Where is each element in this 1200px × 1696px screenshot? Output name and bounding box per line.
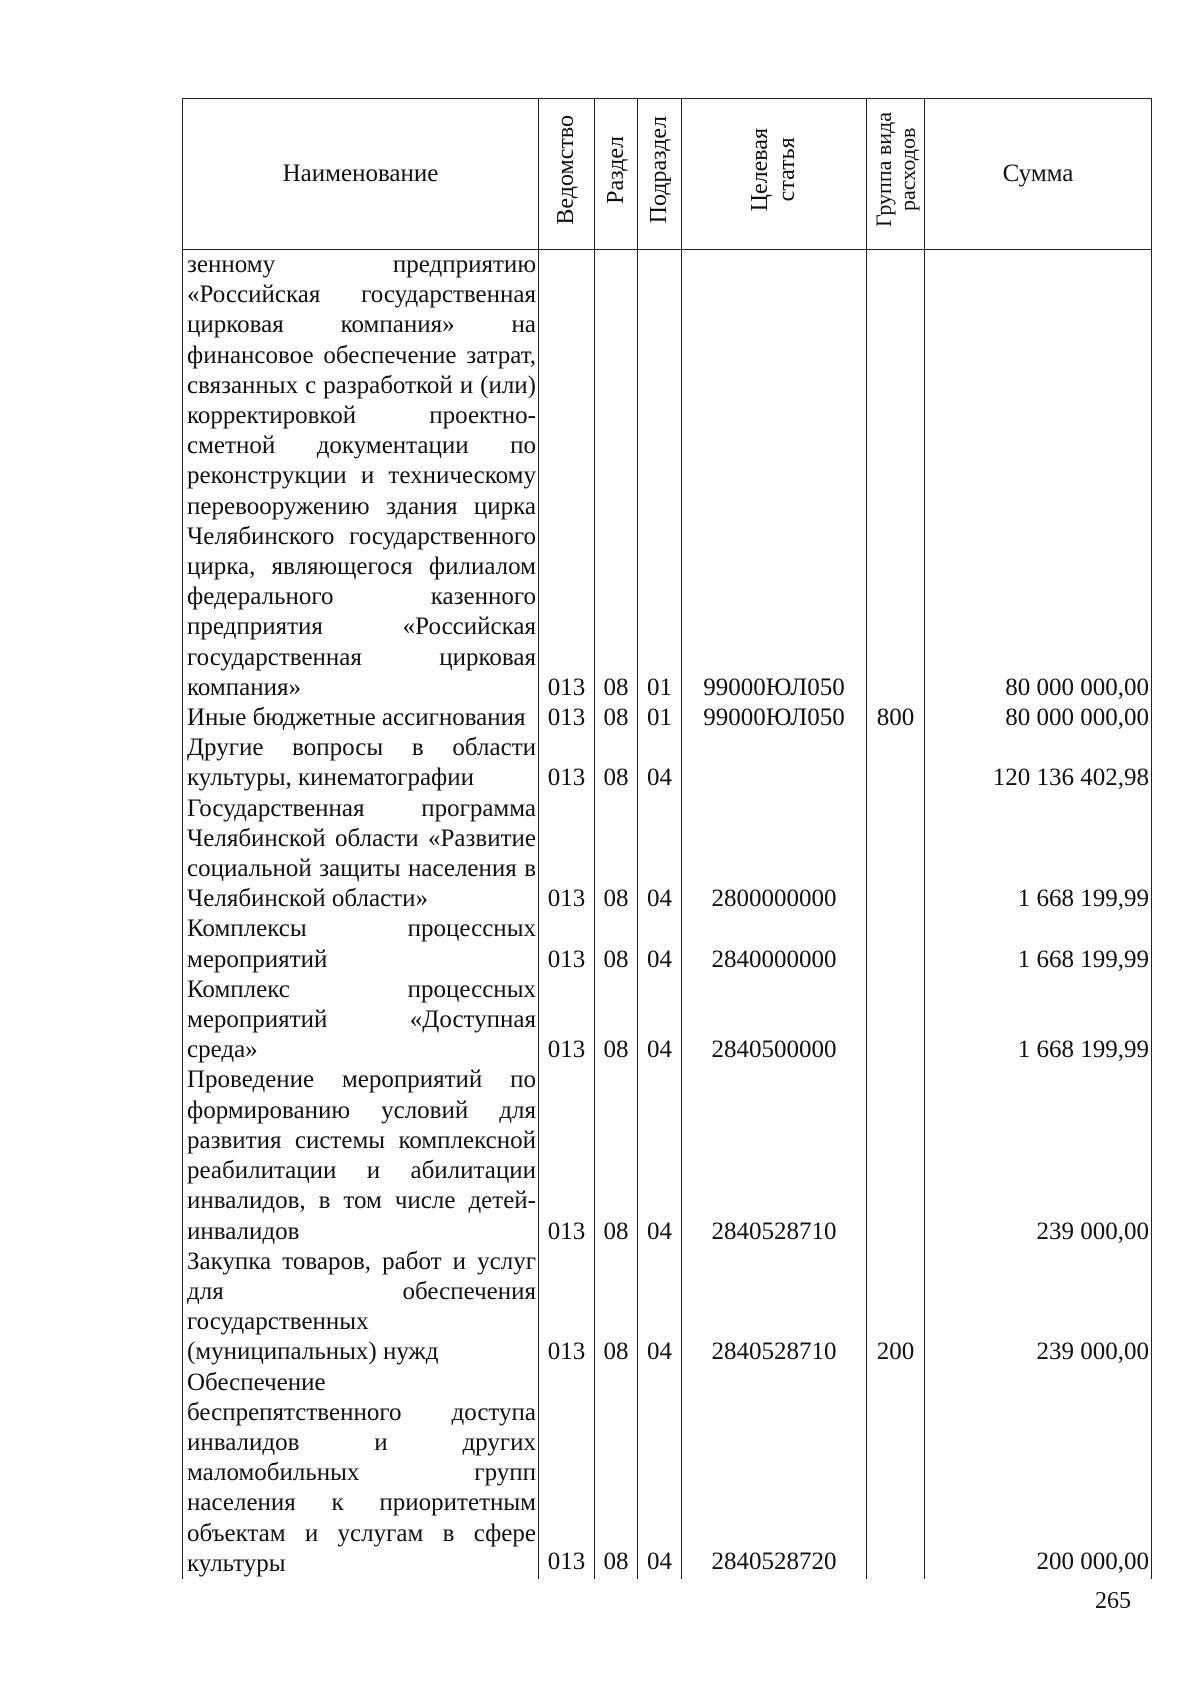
table-row (183, 250, 1152, 704)
row-group (867, 1368, 925, 1579)
row-sum: 1 668 199,99 (925, 794, 1152, 915)
header-subsection-label: Подраздел (646, 116, 672, 224)
row-dept: 013 (539, 250, 595, 704)
page-number: 265 (1095, 1588, 1131, 1614)
row-subsection: 04 (638, 1065, 682, 1246)
table-row (183, 794, 1152, 915)
header-expense-group-line2: расходов (894, 128, 920, 212)
row-group (867, 975, 925, 1066)
row-name: зенному предприятию «Российская государственная цирковая компания» на финансовое обеспечение затрат, связанных с разработкой и (или) корректировкой проектно-сметной документации по реконструкции и техническому перевооружению здания цирка Челябинского государственного цирка, являющегося филиалом федерального казенного предприятия «Российская государственная цирковая компания» (183, 250, 539, 704)
header-target-article-line2: статья (774, 137, 800, 202)
row-sum: 200 000,00 (925, 1368, 1152, 1579)
row-subsection: 04 (638, 914, 682, 974)
row-sum: 80 000 000,00 (925, 703, 1152, 733)
row-article (682, 733, 867, 793)
row-article: 2840500000 (682, 975, 867, 1066)
table-row (183, 1247, 1152, 1368)
row-dept: 013 (539, 703, 595, 733)
row-group (867, 794, 925, 915)
row-name: Обеспечение беспрепятственного доступа инвалидов и других маломобильных групп населения к приоритетным объектам и услугам в сфере культуры (183, 1368, 539, 1579)
row-section: 08 (595, 703, 638, 733)
row-section: 08 (595, 1368, 638, 1579)
row-dept: 013 (539, 733, 595, 793)
row-group: 800 (867, 703, 925, 733)
row-sum: 1 668 199,99 (925, 914, 1152, 974)
row-dept: 013 (539, 1368, 595, 1579)
table-row (183, 914, 1152, 974)
table-row (183, 1368, 1152, 1579)
table-row (183, 733, 1152, 793)
row-name: Проведение мероприятий по формированию условий для развития системы комплексной реабилитации и абилитации инвалидов, в том числе детей-инвалидов (183, 1065, 539, 1246)
row-subsection: 04 (638, 733, 682, 793)
header-department-label: Ведомство (553, 115, 579, 225)
row-name: Иные бюджетные ассигнования (183, 703, 539, 733)
row-article: 99000ЮЛ050 (682, 250, 867, 704)
row-article: 2800000000 (682, 794, 867, 915)
row-name: Государственная программа Челябинской области «Развитие социальной защиты населения в Челябинской области» (183, 794, 539, 915)
row-group (867, 1065, 925, 1246)
header-target-article-line1: Целевая (747, 128, 773, 212)
row-subsection: 04 (638, 794, 682, 915)
row-dept: 013 (539, 975, 595, 1066)
row-subsection: 04 (638, 1247, 682, 1368)
row-dept: 013 (539, 914, 595, 974)
row-name: Закупка товаров, работ и услуг для обеспечения государственных (муниципальных) нужд (183, 1247, 539, 1368)
header-section (595, 99, 638, 250)
row-article: 2840000000 (682, 914, 867, 974)
header-name-label: Наименование (282, 159, 439, 187)
header-target-article (682, 99, 867, 250)
row-section: 08 (595, 733, 638, 793)
row-sum: 239 000,00 (925, 1065, 1152, 1246)
header-subsection (638, 99, 682, 250)
row-sum: 239 000,00 (925, 1247, 1152, 1368)
row-subsection: 04 (638, 1368, 682, 1579)
header-expense-group-line1: Группа вида (870, 112, 896, 228)
row-name: Комплексы процессных мероприятий (183, 914, 539, 974)
row-name: Другие вопросы в области культуры, кинематографии (183, 733, 539, 793)
row-dept: 013 (539, 1065, 595, 1246)
header-department (539, 99, 595, 250)
row-sum: 80 000 000,00 (925, 250, 1152, 704)
row-sum: 120 136 402,98 (925, 733, 1152, 793)
row-subsection: 04 (638, 975, 682, 1066)
row-subsection: 01 (638, 703, 682, 733)
header-sum-label: Сумма (1002, 159, 1074, 187)
row-article: 99000ЮЛ050 (682, 703, 867, 733)
row-dept: 013 (539, 1247, 595, 1368)
header-name (183, 99, 539, 250)
row-section: 08 (595, 914, 638, 974)
row-article: 2840528720 (682, 1368, 867, 1579)
row-dept: 013 (539, 794, 595, 915)
row-section: 08 (595, 1247, 638, 1368)
row-section: 08 (595, 250, 638, 704)
header-expense-group (867, 99, 925, 250)
row-group: 200 (867, 1247, 925, 1368)
row-article: 2840528710 (682, 1065, 867, 1246)
row-article: 2840528710 (682, 1247, 867, 1368)
row-section: 08 (595, 1065, 638, 1246)
budget-table (182, 98, 1152, 1579)
row-group (867, 250, 925, 704)
row-section: 08 (595, 794, 638, 915)
row-group (867, 914, 925, 974)
row-sum: 1 668 199,99 (925, 975, 1152, 1066)
table-row (183, 975, 1152, 1066)
table-row (183, 703, 1152, 733)
table-header-row (183, 99, 1152, 250)
row-name: Комплекс процессных мероприятий «Доступная среда» (183, 975, 539, 1066)
header-sum (925, 99, 1152, 250)
row-subsection: 01 (638, 250, 682, 704)
table-row (183, 1065, 1152, 1246)
header-section-label: Раздел (602, 135, 629, 204)
row-section: 08 (595, 975, 638, 1066)
row-group (867, 733, 925, 793)
